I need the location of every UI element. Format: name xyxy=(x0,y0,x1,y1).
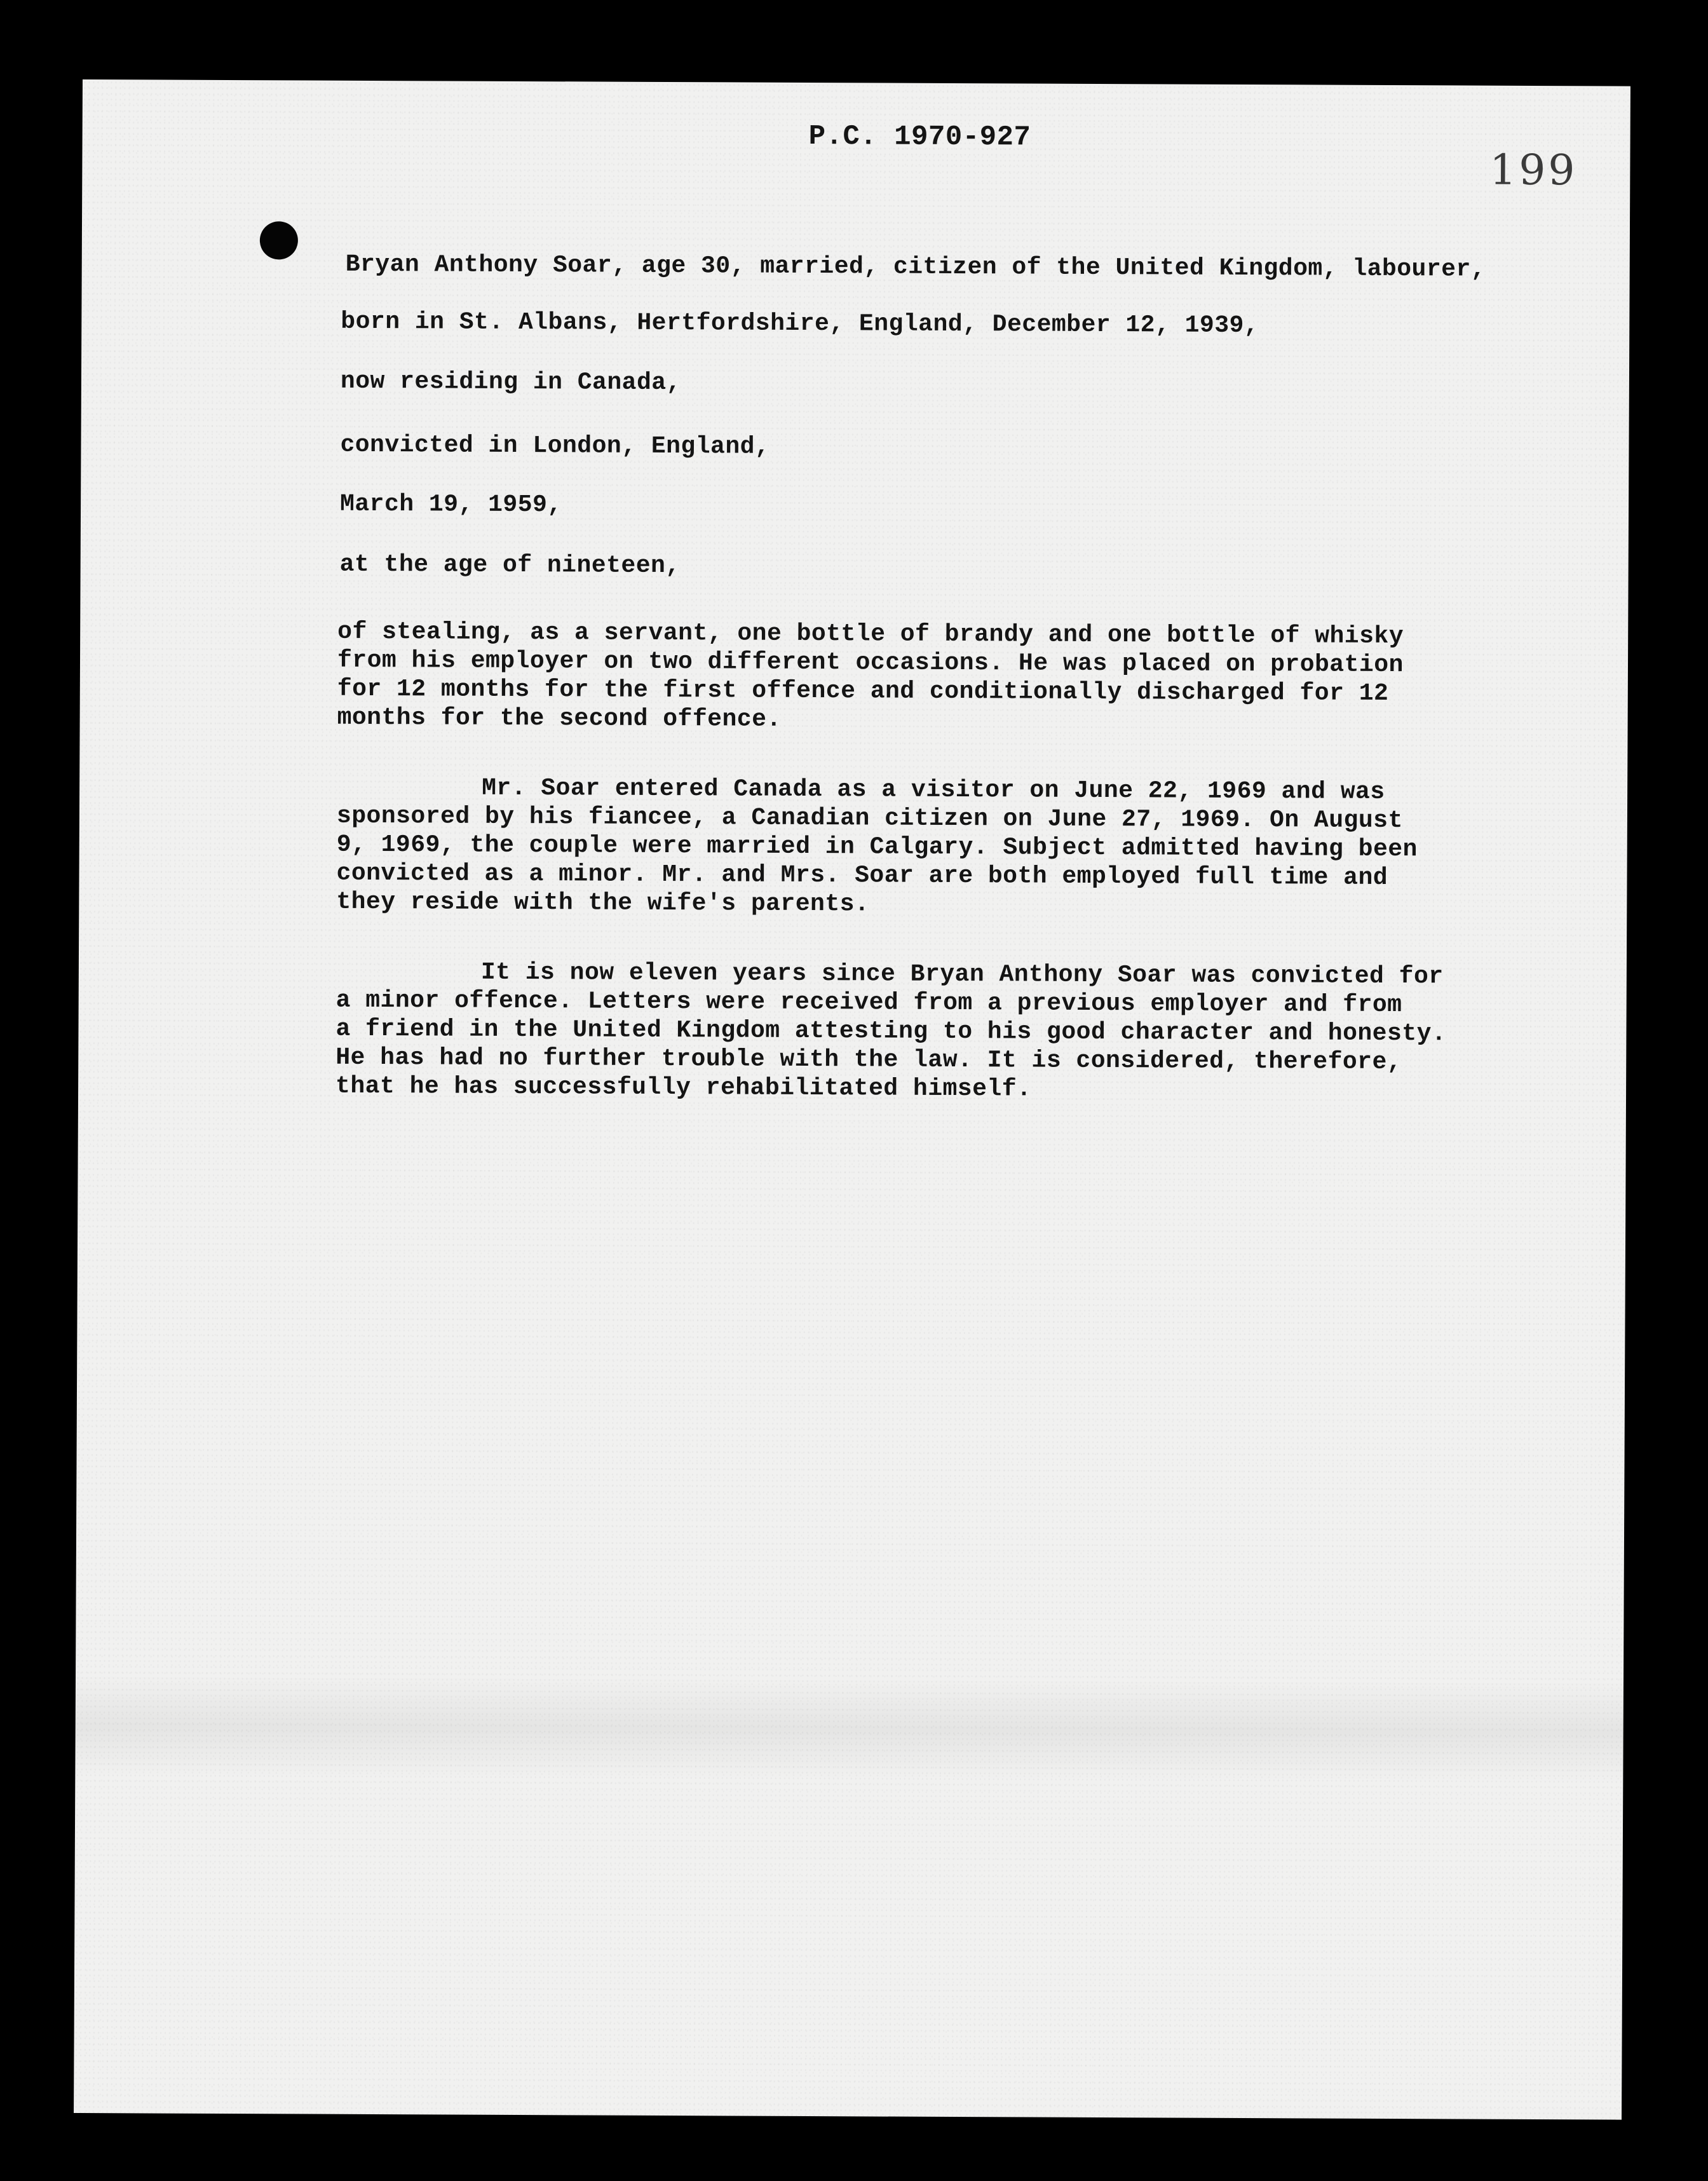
order-in-council-number: P.C. 1970-927 xyxy=(808,120,1031,154)
particulars-birth-line: born in St. Albans, Hertfordshire, England, December 12, 1939, xyxy=(341,308,1259,340)
scan-shading-band xyxy=(75,1675,1623,1783)
particulars-residence-line: now residing in Canada, xyxy=(340,367,682,397)
particulars-conviction-place-line: convicted in London, England, xyxy=(340,431,770,461)
particulars-age-line: at the age of nineteen, xyxy=(339,550,681,580)
entry-text: Mr. Soar entered Canada as a visitor on June 22, 1969 and was sponsored by his fiancee, a Canadian citizen on June 27, 1969. On August 9, 1969, the couple were married in Calgary. Subject admitted having been convicted as a minor. Mr. and Mrs. Soar are both employed full time and they reside with the wife's parents. xyxy=(336,774,1418,918)
rehabilitation-paragraph xyxy=(336,958,1582,1106)
particulars-conviction-date-line: March 19, 1959, xyxy=(339,490,562,519)
particulars-name-line: Bryan Anthony Soar, age 30, married, citizen of the United Kingdom, labourer, xyxy=(345,250,1486,283)
offence-paragraph xyxy=(337,618,1583,738)
page-number-stamp: 199 xyxy=(1489,145,1578,195)
offence-text: of stealing, as a servant, one bottle of brandy and one bottle of whisky from his employer on two different occasions. He was placed on probation for 12 months for the first offence and conditionally discharged for 12 months for the second offence. xyxy=(337,618,1404,733)
rehabilitation-text: It is now eleven years since Bryan Anthony Soar was convicted for a minor offence. Letters were received from a previous employer and from a friend in the United Kingdom attesting to his good character and honesty. He has had no further trouble with the law. It is considered, therefore, that he has successfully rehabilitated himself. xyxy=(335,958,1447,1103)
punch-hole xyxy=(260,221,298,259)
entry-paragraph xyxy=(336,773,1582,922)
document-page xyxy=(74,79,1630,2120)
